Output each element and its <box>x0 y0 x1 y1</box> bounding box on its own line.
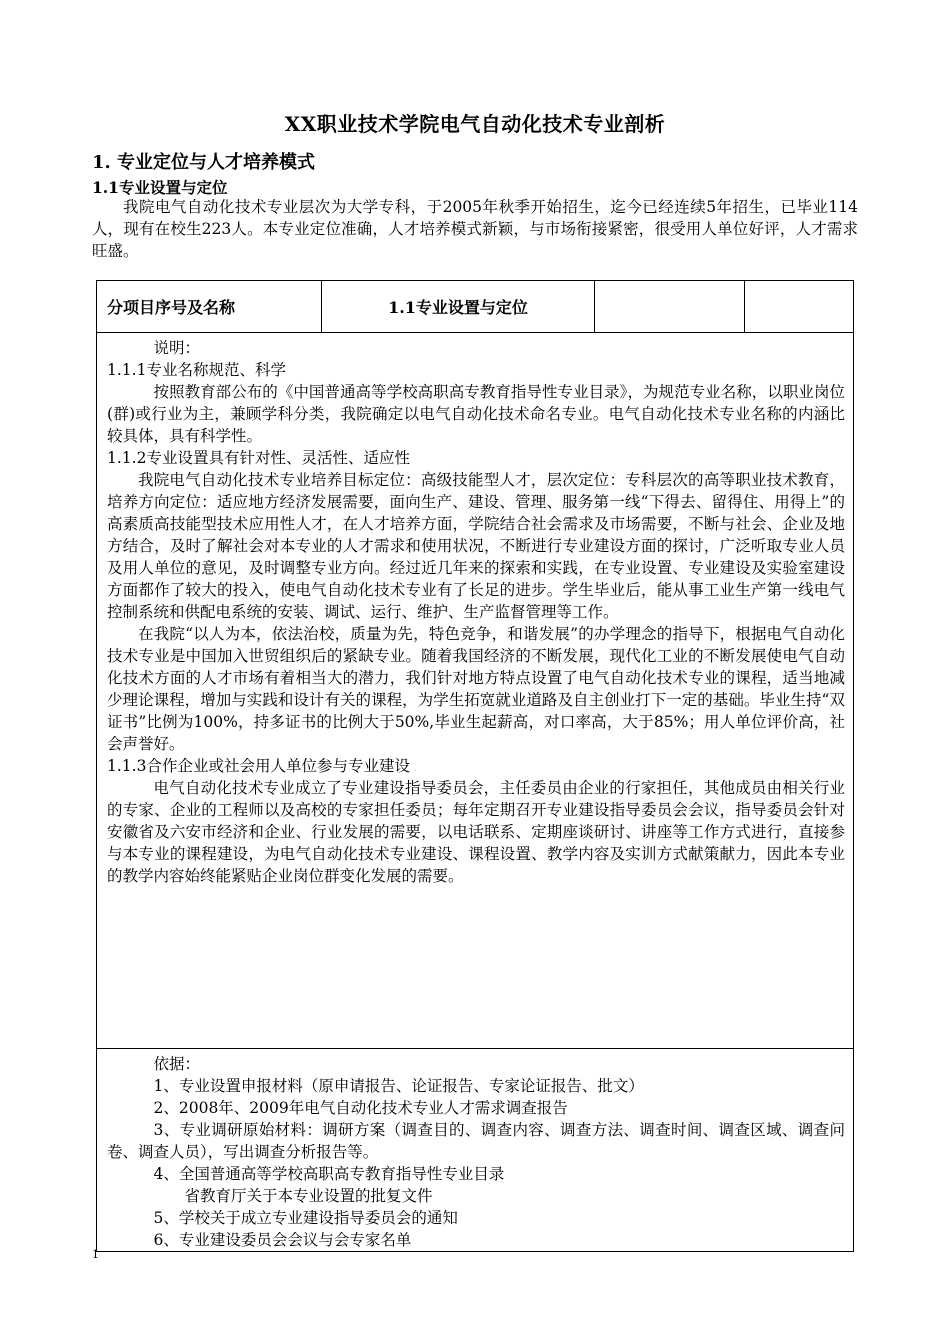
explanation-label: 说明： <box>153 339 201 357</box>
basis-item: 5、学校关于成立专业建设指导委员会的通知 <box>153 1209 458 1227</box>
basis-label: 依据： <box>153 1055 201 1073</box>
basis-item: 1、专业设置申报材料（原申请报告、论证报告、专家论证报告、批文） <box>153 1077 644 1095</box>
section-heading: 1. 专业定位与人才培养模式 <box>92 152 316 173</box>
intro-paragraph <box>92 196 858 262</box>
document-title: XX职业技术学院电气自动化技术专业剖析 <box>284 112 666 136</box>
page-number: 1 <box>92 1248 99 1261</box>
empty-cell <box>745 281 853 332</box>
analysis-table <box>96 280 854 1252</box>
empty-cell <box>595 281 745 332</box>
paragraph: 电气自动化技术专业成立了专业建设指导委员会，主任委员由企业的行家担任，其他成员由相关行业的专家、企业的工程师以及高校的专家担任委员；每年定期召开专业建设指导委员会会议，指导委员会针对安徽省及六安市经济和企业、行业发展的需要，以电话联系、定期座谈研讨、讲座等工作方式进行，直接参与本专业的课程建设，为电气自动化技术专业建设、课程设置、教学内容及实训方式献策献力，因此本专业的教学内容始终能紧贴企业岗位群变化发展的需要。 <box>107 779 845 885</box>
intro-text: 我院电气自动化技术专业层次为大学专科，于2005年秋季开始招生，迄今已经连续5年招生，已毕业114人，现有在校生223人。本专业定位准确，人才培养模式新颖，与市场衔接紧密，很受用人单位好评，人才需求旺盛。 <box>92 198 858 260</box>
subsection-title: 1.1.2专业设置具有针对性、灵活性、适应性 <box>107 449 410 467</box>
explanation-section <box>97 333 853 1049</box>
paragraph: 按照教育部公布的《中国普通高等学校高职高专教育指导性专业目录》，为规范专业名称，以职业岗位(群)或行业为主，兼顾学科分类，我院确定以电气自动化技术命名专业。电气自动化技术专业名称的内涵比较具体，具有科学性。 <box>107 383 845 445</box>
table-header-row <box>97 281 853 333</box>
basis-item: 3、专业调研原始材料：调研方案（调查目的、调查内容、调查方法、调查时间、调查区域、调查问卷、调查人员），写出调查分析报告等。 <box>107 1121 845 1161</box>
basis-section <box>97 1049 853 1251</box>
subsection-title: 1.1.3合作企业或社会用人单位参与专业建设 <box>107 757 410 775</box>
basis-item: 4、全国普通高等学校高职高专教育指导性专业目录 <box>153 1165 505 1183</box>
item-label-cell: 分项目序号及名称 <box>97 281 322 332</box>
subsection-title: 1.1.1专业名称规范、科学 <box>107 361 286 379</box>
paragraph: 我院电气自动化技术专业培养目标定位：高级技能型人才，层次定位：专科层次的高等职业技术教育，培养方向定位：适应地方经济发展需要，面向生产、建设、管理、服务第一线“下得去、留得住、用得上”的高素质高技能型技术应用性人才，在人才培养方面，学院结合社会需求及市场需要，不断与社会、企业及地方结合，及时了解社会对本专业的人才需求和使用状况，不断进行专业建设方面的探讨，广泛听取专业人员及用人单位的意见，及时调整专业方向。经过近几年来的探索和实践，在专业设置、专业建设及实验室建设方面都作了较大的投入，使电气自动化技术专业有了长足的进步。学生毕业后，能从事工业生产第一线电气控制系统和供配电系统的安装、调试、运行、维护、生产监督管理等工作。 <box>107 471 845 621</box>
item-value-cell: 1.1专业设置与定位 <box>322 281 595 332</box>
basis-item: 2、2008年、2009年电气自动化技术专业人才需求调查报告 <box>153 1099 568 1117</box>
basis-item: 6、专业建设委员会会议与会专家名单 <box>153 1231 412 1249</box>
subsection-heading: 1.1专业设置与定位 <box>92 178 228 197</box>
paragraph: 在我院“以人为本，依法治校，质量为先，特色竞争，和谐发展”的办学理念的指导下，根据电气自动化技术专业是中国加入世贸组织后的紧缺专业。随着我国经济的不断发展，现代化工业的不断发展使电气自动化技术方面的人才市场有着相当大的潜力，我们针对地方特点设置了电气自动化技术专业的课程，适当地减少理论课程，增加与实践和设计有关的课程，为学生拓宽就业道路及自主创业打下一定的基础。毕业生持“双证书”比例为100%，持多证书的比例大于50%,毕业生起薪高，对口率高，大于85%；用人单位评价高，社会声誉好。 <box>107 625 845 753</box>
basis-item: 省教育厅关于本专业设置的批复文件 <box>184 1187 433 1205</box>
